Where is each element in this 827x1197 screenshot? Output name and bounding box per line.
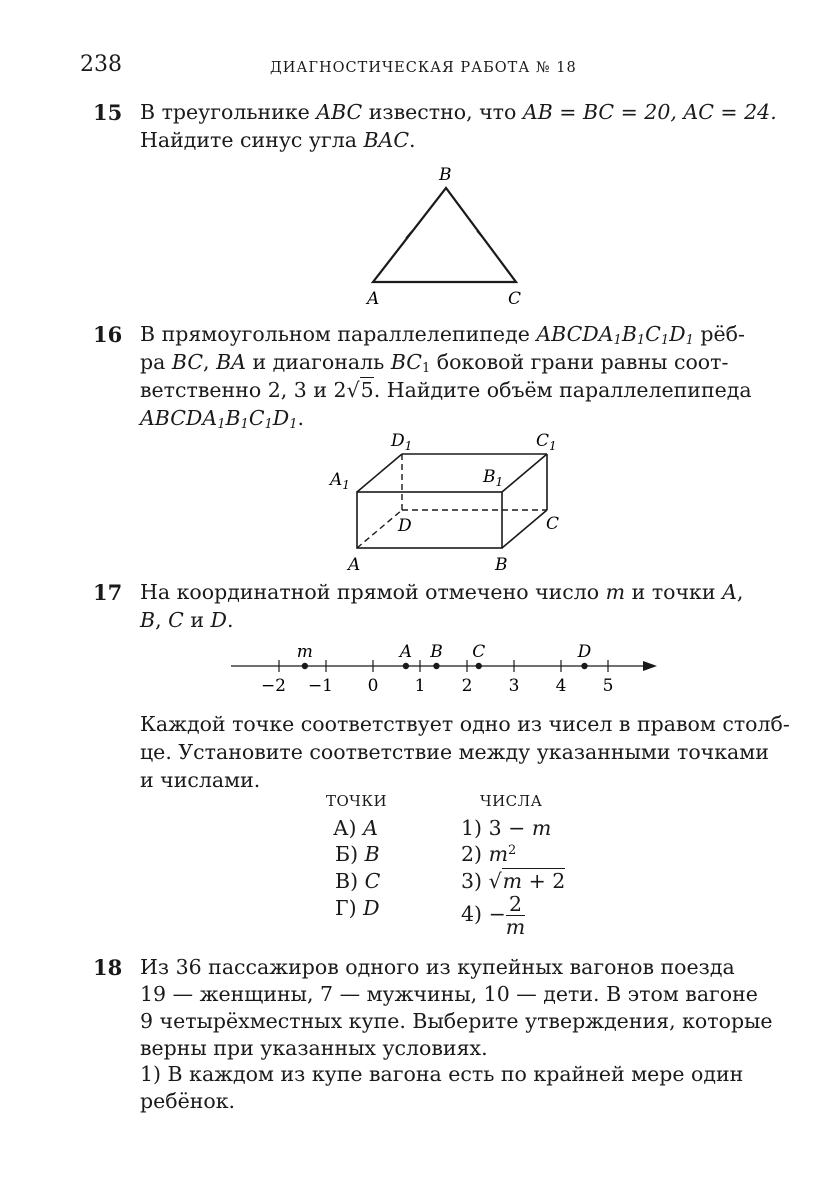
tick-label-0: −2 [260,676,286,696]
problem-16-line-4: $ABCDA_1B_1C_1D_1$. [140,406,305,432]
label-d1: $D_1$ [391,431,413,453]
number-3: 3) √m + 2 [461,869,566,893]
problem-16-line-1: В прямоугольном параллелепипеде $ABCDA_1B_1C_1D_1$ рёб- [140,322,745,348]
problem-16-number: 16 [93,322,123,347]
number-4: 4) − $\frac{2}{m}$ [461,892,526,939]
tick-label-7: 5 [602,676,614,696]
number-1: 1) 3 − m [461,816,552,840]
label-c: C [546,514,560,534]
label-a: A [367,289,380,309]
label-c: C [508,289,522,309]
front-face [357,492,502,548]
point-dot-d [581,663,587,669]
problem-17-para-2: це. Установите соответствие между указанными точками [140,740,769,764]
problem-18-line-2: 19 — женщины, 7 — мужчины, 10 — дети. В этом вагоне [140,982,758,1006]
tick-label-5: 3 [508,676,520,696]
label-b: B [439,165,452,185]
label-c1: $C_1$ [536,431,557,453]
problem-18-line-4: верны при указанных условиях. [140,1036,488,1060]
problem-18-line-6: ребёнок. [140,1089,236,1113]
col-header-numbers: ЧИСЛА [480,792,543,810]
point-d: Г) D [335,896,380,920]
page-number: 238 [80,52,122,77]
label-d: D [398,516,412,536]
label-a: A [348,555,361,575]
running-title: ДИАГНОСТИЧЕСКАЯ РАБОТА № 18 [270,60,577,76]
hidden-edge-ad [357,510,402,548]
point-b: Б) B [335,842,380,866]
point-label-a: A [399,642,413,662]
number-2: 2) $m^2$ [461,842,517,866]
point-dot-a [403,663,409,669]
col-header-points: ТОЧКИ [326,792,388,810]
point-a: А) A [333,816,378,840]
problem-16-line-3: ветственно 2, 3 и 2√5. Найдите объём параллелепипеда [140,378,752,402]
tick-label-1: −1 [307,676,333,696]
point-dot-b [433,663,439,669]
label-b1: $B_1$ [483,467,504,489]
problem-17-line-2: B, C и D. [140,608,234,632]
point-dot-m [302,663,308,669]
tick-label-6: 4 [555,676,567,696]
label-b: B [495,555,508,575]
parallelepiped-figure [320,428,580,578]
problem-18-line-1: Из 36 пассажиров одного из купейных вагонов поезда [140,955,735,979]
problem-17-para-3: и числами. [140,768,261,792]
point-label-d: D [577,642,592,662]
tick-label-2: 0 [367,676,379,696]
problem-18-line-3: 9 четырёхместных купе. Выберите утверждения, которые [140,1009,773,1033]
tick-label-4: 2 [461,676,473,696]
point-label-c: C [472,642,486,662]
triangle-figure [350,160,550,310]
problem-15-line-2: Найдите синус угла BAC. [140,128,416,152]
problem-15-number: 15 [93,100,123,125]
label-a1: $A_1$ [330,470,350,492]
problem-15-line-1: В треугольнике ABC известно, что AB = BC = 20, AC = 24. [140,100,777,124]
triangle-abc [373,188,516,282]
problem-18-number: 18 [93,955,123,980]
number-line [225,638,665,700]
problem-17-number: 17 [93,580,123,605]
problem-17-line-1: На координатной прямой отмечено число m и точки A, [140,580,744,604]
problem-18-line-5: 1) В каждом из купе вагона есть по крайней мере один [140,1062,744,1086]
tick-label-3: 1 [414,676,426,696]
point-label-m: m [296,642,313,662]
point-dot-c [476,663,482,669]
point-c: В) C [335,869,381,893]
problem-16-line-2: ра BC, BA и диагональ $BC_1$ боковой грани равны соот- [140,350,729,376]
axis-arrow [643,661,657,671]
point-label-b: B [430,642,443,662]
problem-17-para-1: Каждой точке соответствует одно из чисел в правом столб- [140,712,790,736]
